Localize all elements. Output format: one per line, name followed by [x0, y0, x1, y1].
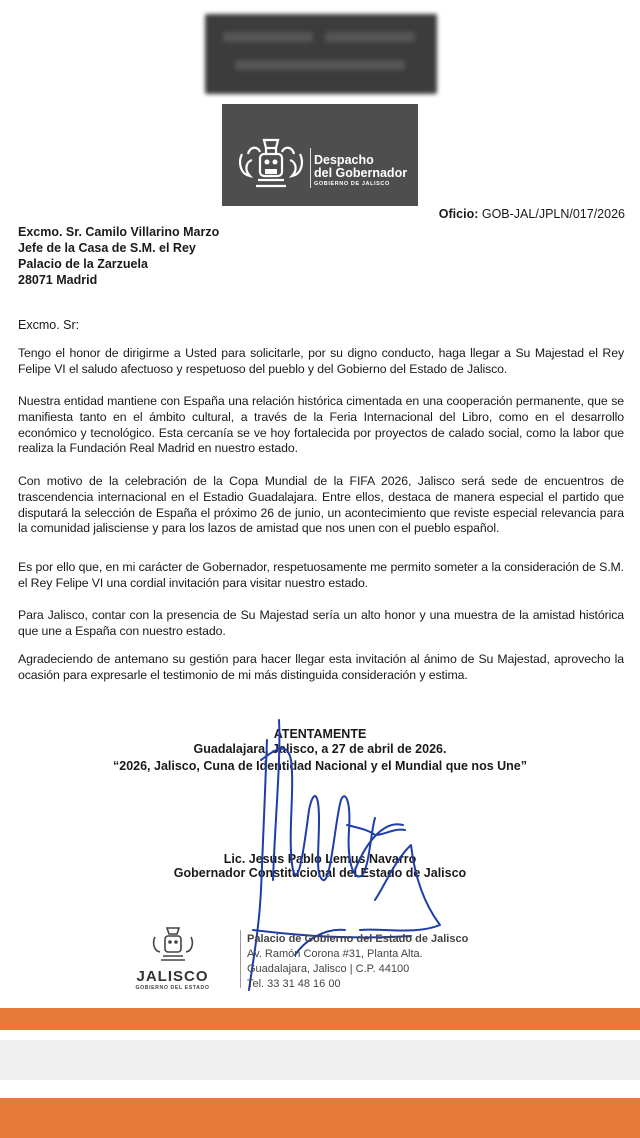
footer-address-line4: Tel. 33 31 48 16 00 — [247, 978, 341, 990]
oficio-label: Oficio: — [438, 207, 479, 221]
footer-address-line3: Guadalajara, Jalisco | C.P. 44100 — [247, 963, 410, 975]
footer-gray-band — [0, 1040, 640, 1080]
body-paragraph-5: Para Jalisco, contar con la presencia de Su Majestad sería un alto honor y una muestra de la amistad histórica que une a España con nuestro estado. — [18, 608, 624, 638]
salutation: Excmo. Sr: — [18, 318, 80, 332]
jalisco-crest-icon — [236, 134, 306, 194]
header-title — [314, 154, 407, 180]
oficio-number — [439, 207, 625, 221]
footer-color-band — [0, 1008, 640, 1030]
closing-atentamente: ATENTAMENTE — [273, 727, 367, 741]
footer-logo-name: JALISCO — [136, 968, 209, 985]
recipient-line3: Palacio de la Zarzuela — [18, 257, 148, 271]
body-paragraph-3: Con motivo de la celebración de la Copa Mundial de la FIFA 2026, Jalisco será sede de encuentros de trascendencia internacional en el Estadio Guadalajara. Entre ellos, destaca de manera especial el partido que disputará la selección de España el próximo 26 de junio, un acontecimiento que reviste especial relevancia para la comunidad jalisciense y para los lazos de amistad que nos unen con el pueblo español. — [18, 474, 624, 536]
jalisco-crest-icon — [151, 925, 195, 963]
recipient-block — [18, 224, 219, 288]
footer-address-line2: Av. Ramón Corona #31, Planta Alta. — [247, 948, 423, 960]
footer-jalisco-logo — [130, 925, 215, 991]
header-divider — [310, 148, 311, 188]
body-paragraph-6: Agradeciendo de antemano su gestión para hacer llegar esta invitación al ánimo de Su Majestad, aprovecho la ocasión para expresarle el testimonio de mi más distinguida consideración y estima. — [18, 652, 624, 682]
footer-address-line1: Palacio de Gobierno del Estado de Jalisco — [247, 933, 469, 945]
closing-motto: “2026, Jalisco, Cuna de Identidad Nacional y el Mundial que nos Une” — [113, 759, 527, 773]
oficio-value: GOB-JAL/JPLN/017/2026 — [481, 207, 625, 221]
recipient-line2: Jefe de la Casa de S.M. el Rey — [18, 241, 196, 255]
body-paragraph-4: Es por ello que, en mi carácter de Gobernador, respetuosamente me permito someter a la consideración de S.M. el Rey Felipe VI una cordial invitación para visitar nuestro estado. — [18, 560, 624, 590]
footer-logo-subtitle: GOBIERNO DEL ESTADO — [135, 985, 210, 991]
header-title-line2: del Gobernador — [314, 166, 408, 180]
closing-place-date: Guadalajara, Jalisco, a 27 de abril de 2026. — [193, 742, 447, 756]
blurred-top-region — [205, 14, 437, 94]
letterhead-header — [222, 104, 418, 206]
footer-address — [247, 932, 468, 992]
header-title-line1: Despacho — [314, 153, 374, 167]
bottom-color-band — [0, 1098, 640, 1138]
footer-divider — [240, 930, 241, 988]
recipient-line4: 28071 Madrid — [18, 273, 98, 287]
body-paragraph-1: Tengo el honor de dirigirme a Usted para solicitarle, por su digno conducto, haga llegar a Su Majestad el Rey Felipe VI el saludo afectuoso y respetuoso del pueblo y del Gobierno del Estado de Jalisco. — [18, 346, 624, 376]
signer-name: Lic. Jesús Pablo Lemus Navarro — [223, 852, 417, 866]
signer-title: Gobernador Constitucional del Estado de Jalisco — [173, 866, 467, 880]
recipient-line1: Excmo. Sr. Camilo Villarino Marzo — [18, 225, 220, 239]
header-subtitle: GOBIERNO DE JALISCO — [314, 181, 390, 187]
body-paragraph-2: Nuestra entidad mantiene con España una relación histórica cimentada en una cooperación permanente, que se manifiesta tanto en el ámbito cultural, a través de la Feria Internacional del Libro, como en el desarrollo económico y tecnológico. Esta cercanía se ve hoy fortalecida por proyectos de calado social, como la labor que realiza la Fundación Real Madrid en nuestro estado. — [18, 394, 624, 456]
